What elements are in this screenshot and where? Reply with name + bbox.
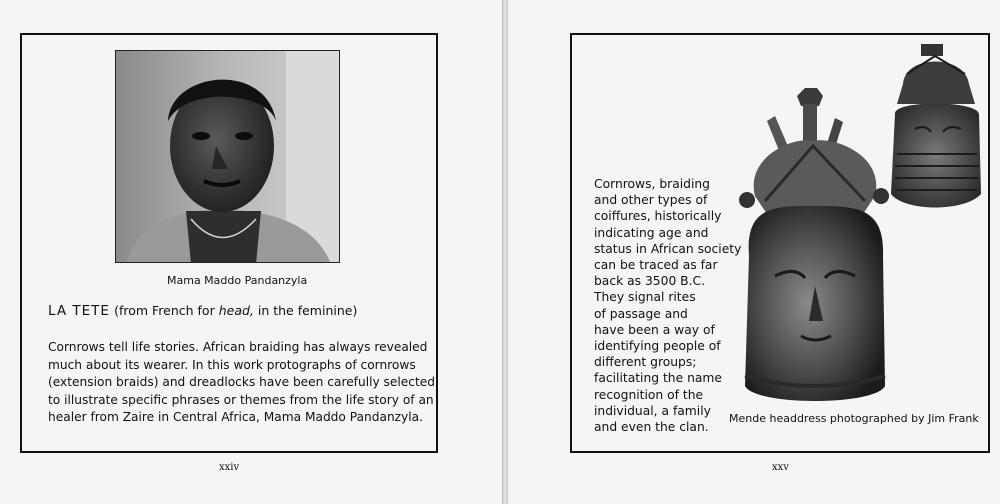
right-text-line: facilitating the name xyxy=(594,371,722,386)
headdress-caption: Mende headdress photographed by Jim Frank xyxy=(729,412,979,425)
heading-subtitle-prefix: (from French for xyxy=(114,303,219,318)
left-page-number: xxiv xyxy=(219,462,240,473)
body-line: to illustrate specific phrases or themes from the life story of an xyxy=(48,392,434,407)
portrait-image xyxy=(116,51,340,263)
mende-headdress-large xyxy=(735,86,895,412)
right-text-line: They signal rites xyxy=(594,290,696,305)
body-line: much about its wearer. In this work protographs of cornrows xyxy=(48,357,416,372)
body-paragraph xyxy=(48,339,436,427)
body-line: healer from Zaire in Central Africa, Mama Maddo Pandanzyla. xyxy=(48,410,424,425)
right-page-number: xxv xyxy=(772,462,789,473)
right-text-line: different groups; xyxy=(594,355,697,370)
right-text-line: coiffures, historically xyxy=(594,209,722,224)
headdress-small-image xyxy=(885,44,985,212)
section-heading xyxy=(48,303,357,319)
right-text-line: recognition of the xyxy=(594,387,704,402)
heading-title: LA TETE xyxy=(48,303,110,319)
right-text-line: and other types of xyxy=(594,193,708,208)
right-text-line: Cornrows, braiding xyxy=(594,177,710,191)
mende-headdress-small xyxy=(885,44,985,212)
portrait-caption: Mama Maddo Pandanzyla xyxy=(167,274,308,287)
heading-subtitle-suffix: in the feminine) xyxy=(253,303,358,318)
right-text-line: individual, a family xyxy=(594,403,711,418)
heading-subtitle-emphasis: head, xyxy=(218,303,254,318)
right-paragraph xyxy=(594,176,741,435)
right-text-line: indicating age and xyxy=(594,225,709,240)
right-text-line: status in African society xyxy=(594,241,742,256)
body-line: Cornrows tell life stories. African braiding has always revealed xyxy=(48,340,428,354)
right-text-line: back as 3500 B.C. xyxy=(594,274,706,289)
right-text-line: and even the clan. xyxy=(594,420,709,435)
portrait-photo xyxy=(115,50,340,263)
right-text-line: can be traced as far xyxy=(594,258,718,273)
right-text-line: have been a way of xyxy=(594,322,715,337)
headdress-large-image xyxy=(735,86,895,412)
right-text-line: identifying people of xyxy=(594,339,721,354)
body-line: (extension braids) and dreadlocks have been carefully selected xyxy=(48,375,436,390)
right-text-line: of passage and xyxy=(594,306,688,321)
